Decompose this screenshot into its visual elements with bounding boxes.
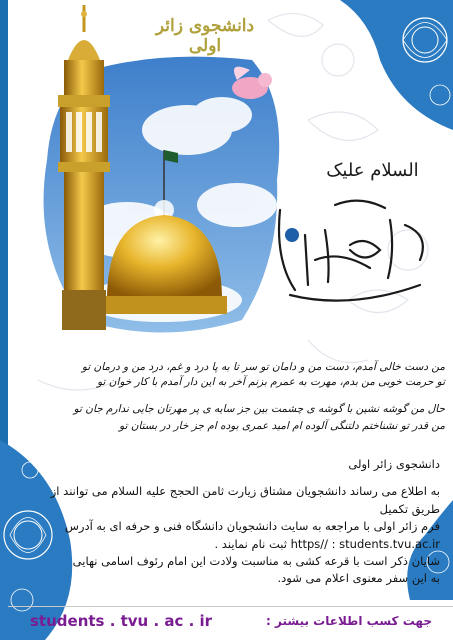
salutation-text: السلام علیک <box>326 160 419 181</box>
announcement-line: فرم زائر اولی با مراجعه به سایت دانشجویان دانشگاه فنی و حرفه ای به آدرس <box>64 519 440 534</box>
website-link[interactable]: students . tvu . ac . ir <box>30 612 213 630</box>
announcement-line: به اطلاع می رساند دانشجویان مشتاق زیارت ثامن الحجج علیه السلام می توانند از طریق تکمیل <box>50 484 440 516</box>
announcement-line: https// : students.tvu.ac.ir ثبت نام نمایند . <box>214 536 440 551</box>
page-title: دانشجوی زائر اولی <box>155 16 255 56</box>
calligraphy-artwork <box>270 190 445 320</box>
announcement-body <box>40 456 440 588</box>
announcement-line: شایان ذکر است با قرعه کشی به مناسبت ولادت این امام رئوف اسامی نهایی <box>72 554 440 569</box>
announcement-line: به این سفر معنوی اعلام می شود. <box>277 571 440 586</box>
poem-line-2: تو حرمت خوبی من بدم، مهرت به عمرم بزنم آخر به این دار آمدم با کار خوان تو <box>97 376 445 388</box>
poem-line-3: حال من گوشه نشین با گوشه ی چشمت بین جز سایه ی پر مهرتان جایی ندارم جان تو <box>73 403 445 415</box>
announcement-heading: دانشجوی زائر اولی <box>348 457 440 471</box>
poem-line-1: من دست خالی آمدم، دست من و دامان تو سر تا به پا درد و غم، درد من و درمان تو <box>81 361 445 373</box>
footer-divider <box>8 606 453 607</box>
footer-label: جهت کسب اطلاعات بیشتر : <box>266 614 432 628</box>
poem-line-4: من قدر تو نشناختم دلتنگی آلوده ام امید عمری بوده ام جز خار در بستان تو <box>119 420 445 432</box>
